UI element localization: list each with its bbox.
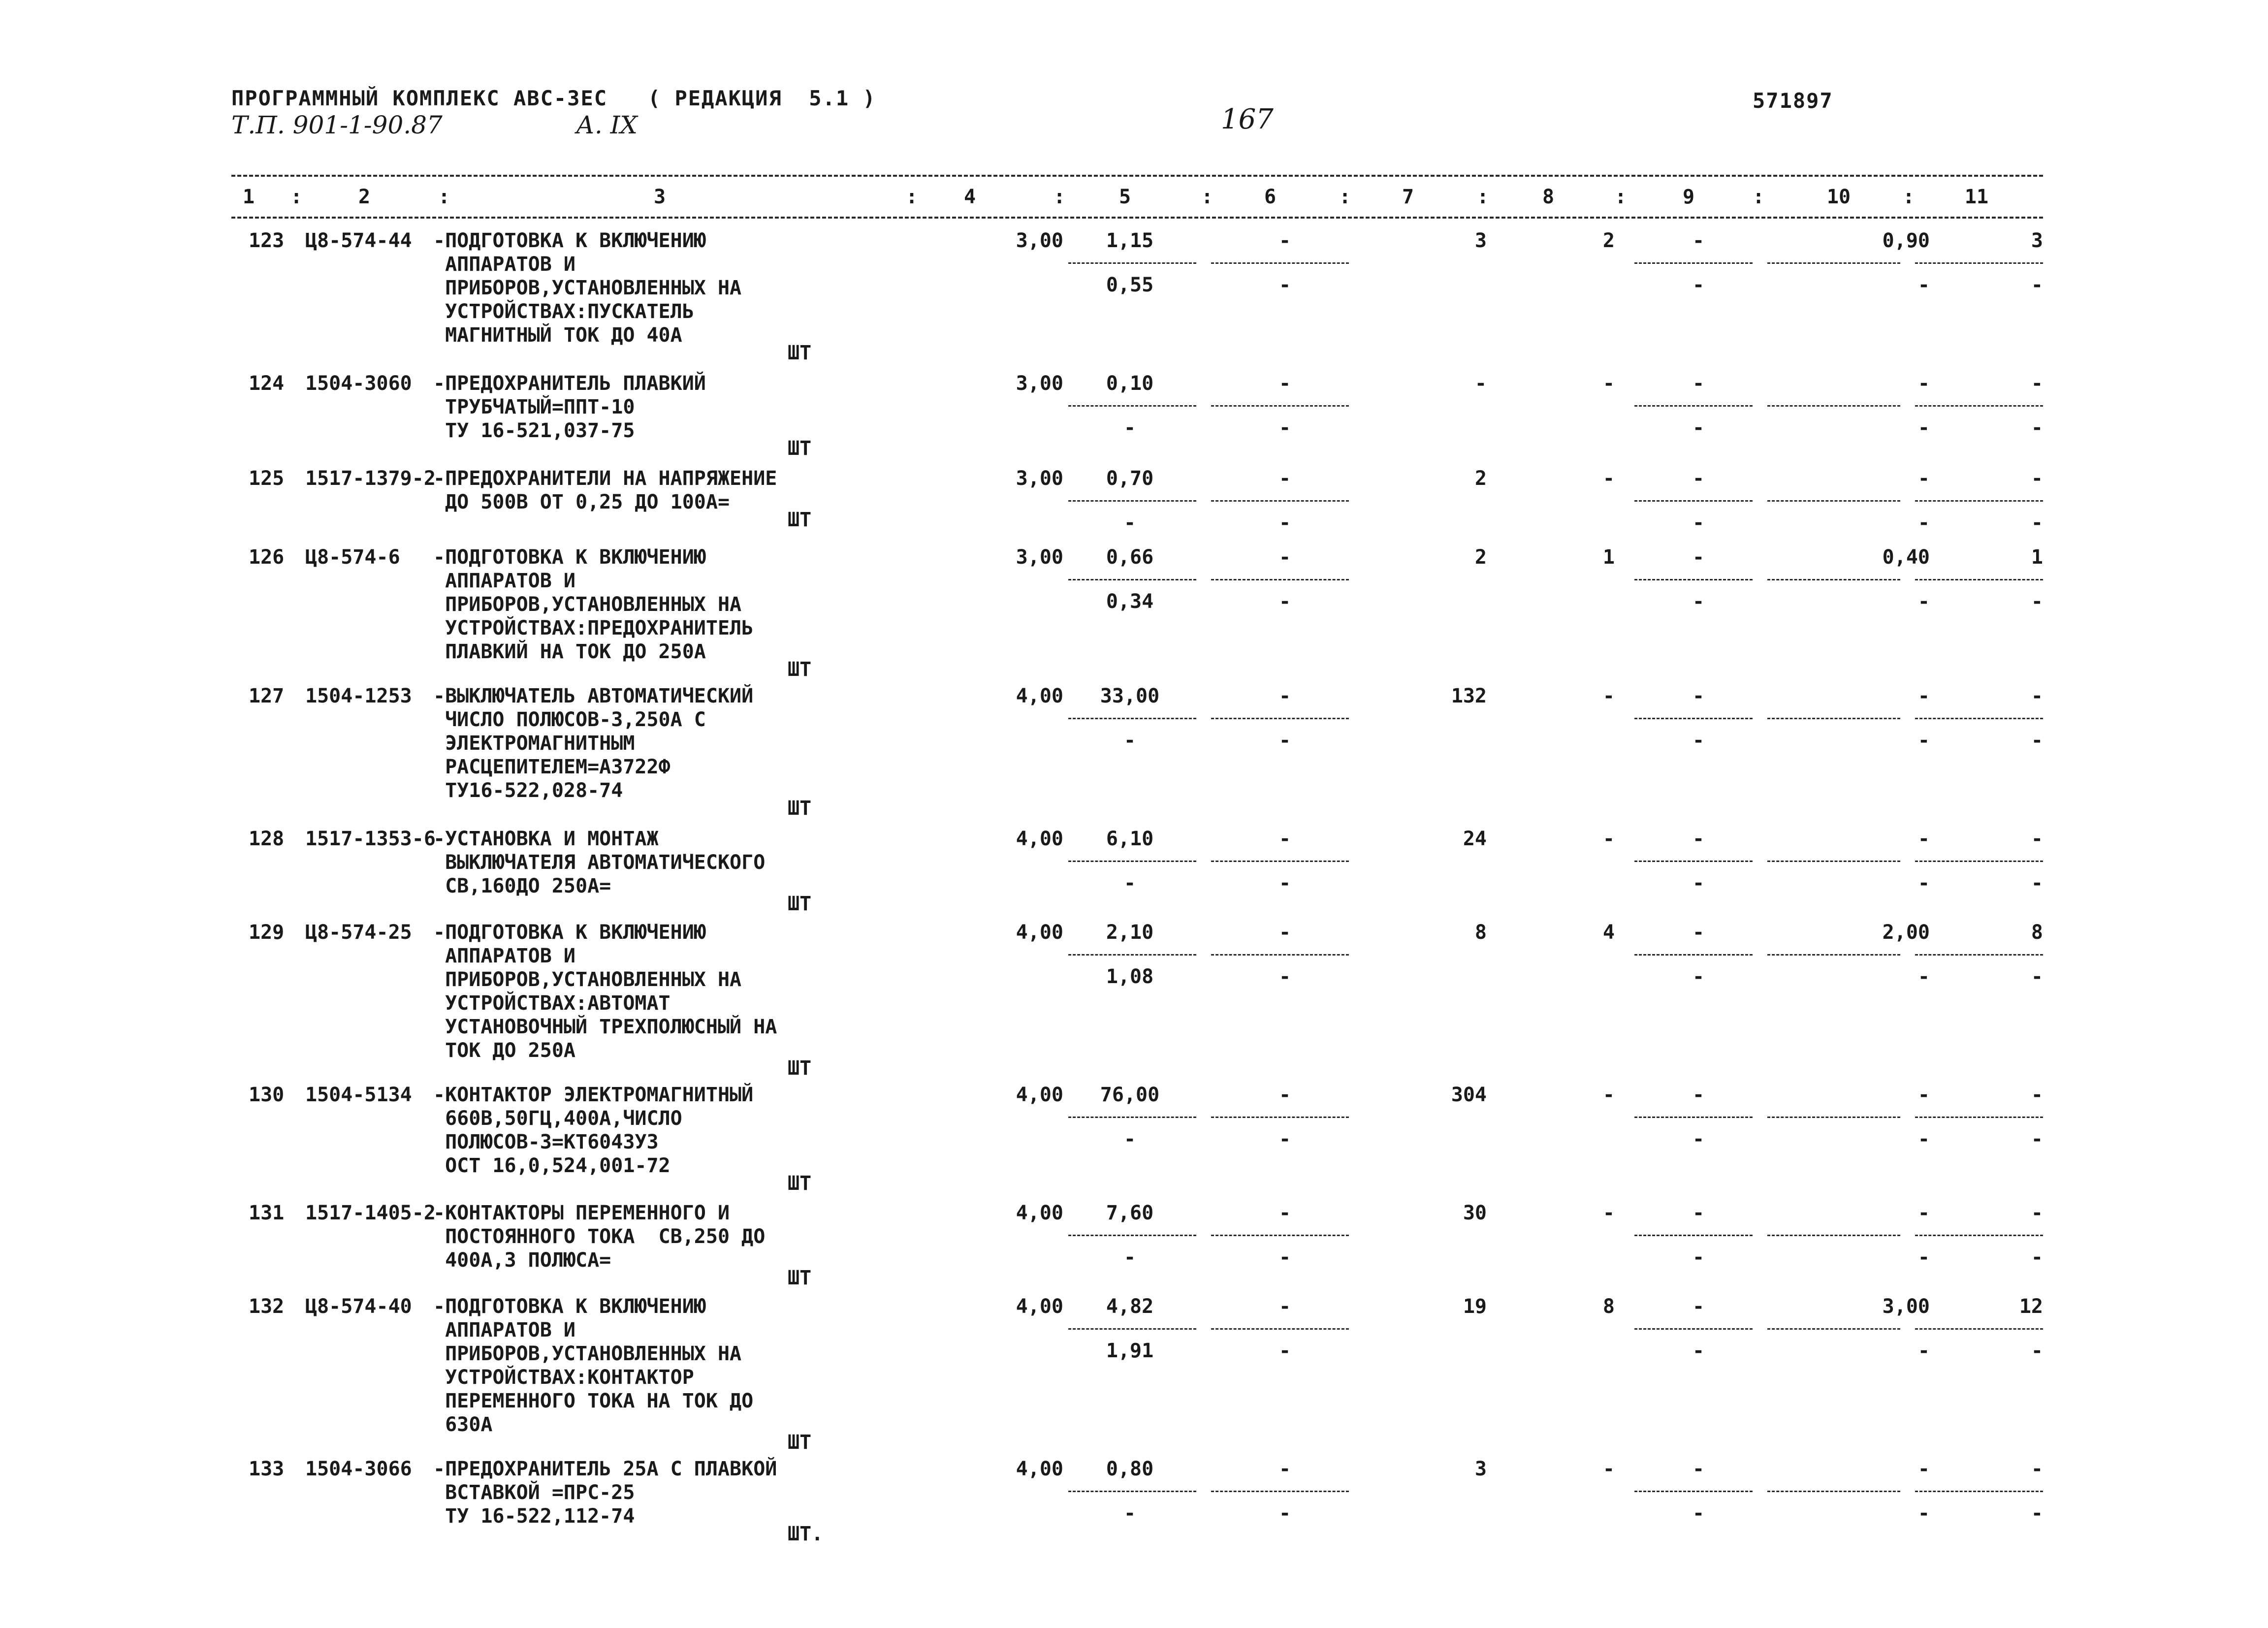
col10-value-top: - (1917, 685, 1930, 707)
col10-value-top: - (1917, 1458, 1930, 1480)
fraction-rule (1634, 954, 1753, 956)
col5-value-top: 33,00 (1100, 685, 1160, 707)
resource-description: -ПРЕДОХРАНИТЕЛИ НА НАПРЯЖЕНИЕ ДО 500В ОТ 0,25 ДО 100А= (433, 467, 777, 513)
fraction-rule (1634, 262, 1753, 264)
col11-value-top: 8 (2031, 921, 2043, 944)
row-number: 127 (249, 685, 285, 707)
column-number-9: 9 (1682, 186, 1695, 208)
fraction-rule (1634, 861, 1753, 862)
document-number: 571897 (1753, 89, 1833, 113)
fraction-rule (1068, 1235, 1196, 1236)
col9-value-bottom: - (1692, 274, 1705, 296)
col9-value-bottom: - (1692, 590, 1705, 613)
fraction-rule (1211, 861, 1349, 862)
resource-code: 1504-3060 (305, 372, 412, 395)
col6-value-bottom: - (1278, 729, 1291, 752)
col5-value-bottom: - (1123, 511, 1136, 534)
col11-value-top: 3 (2031, 229, 2043, 252)
resource-code: 1504-1253 (305, 685, 412, 707)
col5-value-bottom: - (1123, 416, 1136, 439)
col6-value-top: - (1278, 372, 1291, 395)
col11-value-top: - (2031, 467, 2043, 490)
col11-value-top: 1 (2031, 546, 2043, 569)
column-separator: : (906, 186, 918, 208)
fraction-rule (1068, 954, 1196, 956)
col11-value-bottom: - (2031, 1246, 2043, 1269)
fraction-rule (1767, 1491, 1900, 1492)
header-rule-bottom (231, 217, 2043, 219)
col5-value-bottom: 1,08 (1106, 965, 1154, 988)
col11-value-top: - (2031, 828, 2043, 850)
resource-description: -УСТАНОВКА И МОНТАЖ ВЫКЛЮЧАТЕЛЯ АВТОМАТИЧЕСКОГО СВ,160ДО 250А= (433, 828, 766, 897)
col6-value-top: - (1278, 828, 1291, 850)
col7-value: - (1474, 372, 1487, 395)
col11-value-bottom: - (2031, 965, 2043, 988)
fraction-rule (1068, 579, 1196, 580)
resource-description: -ВЫКЛЮЧАТЕЛЬ АВТОМАТИЧЕСКИЙ ЧИСЛО ПОЛЮСОВ-3,250А С ЭЛЕКТРОМАГНИТНЫМ РАСЦЕПИТЕЛЕМ=А3722Ф ТУ16-522,028-74 (433, 685, 754, 802)
col8-value: - (1602, 828, 1615, 850)
col8-value: - (1602, 1202, 1615, 1224)
page-number: 167 (1221, 103, 1274, 135)
fraction-rule (1634, 500, 1753, 502)
col10-value-bottom: - (1917, 1246, 1930, 1269)
col11-value-top: - (2031, 685, 2043, 707)
col7-value: 2 (1474, 467, 1487, 490)
col6-value-bottom: - (1278, 511, 1291, 534)
row-number: 128 (249, 828, 285, 850)
col9-value-bottom: - (1692, 729, 1705, 752)
col5-value-top: 7,60 (1106, 1202, 1154, 1224)
resource-code: Ц8-574-40 (305, 1295, 412, 1318)
row-number: 124 (249, 372, 285, 395)
quantity-value: 4,00 (1016, 1458, 1063, 1480)
row-number: 129 (249, 921, 285, 944)
fraction-rule (1211, 1491, 1349, 1492)
col11-value-bottom: - (2031, 274, 2043, 296)
col9-value-top: - (1692, 921, 1705, 944)
column-number-3: 3 (653, 186, 666, 208)
fraction-rule (1068, 405, 1196, 407)
col10-value-bottom: - (1917, 416, 1930, 439)
col9-value-top: - (1692, 685, 1705, 707)
fraction-rule (1915, 954, 2043, 956)
col10-value-top: 0,90 (1882, 229, 1930, 252)
fraction-rule (1211, 718, 1349, 719)
column-separator: : (290, 186, 303, 208)
col10-value-bottom: - (1917, 1128, 1930, 1150)
col10-value-bottom: - (1917, 965, 1930, 988)
resource-code: 1504-5134 (305, 1084, 412, 1106)
col10-value-top: - (1917, 1084, 1930, 1106)
col6-value-top: - (1278, 229, 1291, 252)
col9-value-top: - (1692, 1202, 1705, 1224)
col6-value-bottom: - (1278, 1128, 1291, 1150)
col9-value-bottom: - (1692, 1502, 1705, 1525)
col5-value-bottom: 0,34 (1106, 590, 1154, 613)
fraction-rule (1634, 1117, 1753, 1118)
col10-value-bottom: - (1917, 1502, 1930, 1525)
header-rule-top (231, 175, 2043, 177)
col11-value-top: - (2031, 1458, 2043, 1480)
resource-description: -КОНТАКТОР ЭЛЕКТРОМАГНИТНЫЙ 660В,50ГЦ,400А,ЧИСЛО ПОЛЮСОВ-3=КТ6043У3 ОСТ 16,0,524,001-72 (433, 1084, 754, 1177)
col10-value-top: 2,00 (1882, 921, 1930, 944)
unit-label: ШТ. (788, 1523, 824, 1545)
resource-code: 1517-1353-6 (305, 828, 436, 850)
column-number-4: 4 (963, 186, 976, 208)
col6-value-bottom: - (1278, 416, 1291, 439)
fraction-rule (1915, 1491, 2043, 1492)
column-number-6: 6 (1264, 186, 1277, 208)
fraction-rule (1068, 1117, 1196, 1118)
col10-value-top: - (1917, 372, 1930, 395)
fraction-rule (1634, 579, 1753, 580)
column-number-10: 10 (1826, 186, 1851, 208)
fraction-rule (1915, 1328, 2043, 1330)
column-number-11: 11 (1964, 186, 1989, 208)
fraction-rule (1915, 405, 2043, 407)
column-number-5: 5 (1118, 186, 1131, 208)
quantity-value: 4,00 (1016, 828, 1063, 850)
column-number-7: 7 (1402, 186, 1414, 208)
col9-value-top: - (1692, 828, 1705, 850)
fraction-rule (1634, 1235, 1753, 1236)
fraction-rule (1915, 861, 2043, 862)
col10-value-bottom: - (1917, 511, 1930, 534)
col9-value-top: - (1692, 372, 1705, 395)
resource-description: -КОНТАКТОРЫ ПЕРЕМЕННОГО И ПОСТОЯННОГО ТОКА СВ,250 ДО 400А,3 ПОЛЮСА= (433, 1202, 766, 1272)
col7-value: 8 (1474, 921, 1487, 944)
col9-value-top: - (1692, 1458, 1705, 1480)
col7-value: 2 (1474, 546, 1487, 569)
col5-value-bottom: - (1123, 1246, 1136, 1269)
col6-value-bottom: - (1278, 590, 1291, 613)
row-number: 125 (249, 467, 285, 490)
quantity-value: 3,00 (1016, 467, 1063, 490)
column-separator: : (1753, 186, 1765, 208)
col5-value-top: 0,66 (1106, 546, 1154, 569)
fraction-rule (1211, 1117, 1349, 1118)
col5-value-bottom: - (1123, 872, 1136, 894)
row-number: 132 (249, 1295, 285, 1318)
col9-value-top: - (1692, 467, 1705, 490)
fraction-rule (1767, 861, 1900, 862)
col6-value-top: - (1278, 467, 1291, 490)
col7-value: 304 (1451, 1084, 1487, 1106)
col7-value: 24 (1463, 828, 1487, 850)
project-code: Т.П. 901-1-90.87 (231, 111, 443, 139)
fraction-rule (1915, 500, 2043, 502)
fraction-rule (1915, 1235, 2043, 1236)
unit-label: ШТ (788, 1057, 812, 1080)
col5-value-top: 1,15 (1106, 229, 1154, 252)
col6-value-bottom: - (1278, 1246, 1291, 1269)
quantity-value: 3,00 (1016, 372, 1063, 395)
fraction-rule (1068, 718, 1196, 719)
fraction-rule (1767, 579, 1900, 580)
col6-value-top: - (1278, 1458, 1291, 1480)
resource-code: 1517-1379-2 (305, 467, 436, 490)
col11-value-bottom: - (2031, 1502, 2043, 1525)
fraction-rule (1211, 1328, 1349, 1330)
resource-code: Ц8-574-44 (305, 229, 412, 252)
fraction-rule (1915, 718, 2043, 719)
fraction-rule (1211, 262, 1349, 264)
unit-label: ШТ (788, 1431, 812, 1454)
resource-code: Ц8-574-6 (305, 546, 400, 569)
col8-value: 4 (1602, 921, 1615, 944)
fraction-rule (1767, 500, 1900, 502)
col7-value: 132 (1451, 685, 1487, 707)
col5-value-top: 76,00 (1100, 1084, 1160, 1106)
fraction-rule (1767, 1235, 1900, 1236)
col10-value-bottom: - (1917, 274, 1930, 296)
column-separator: : (1054, 186, 1066, 208)
row-number: 130 (249, 1084, 285, 1106)
column-separator: : (1339, 186, 1351, 208)
col8-value: 2 (1602, 229, 1615, 252)
quantity-value: 4,00 (1016, 921, 1063, 944)
fraction-rule (1634, 1491, 1753, 1492)
col8-value: 1 (1602, 546, 1615, 569)
col8-value: - (1602, 685, 1615, 707)
col9-value-top: - (1692, 1295, 1705, 1318)
col8-value: - (1602, 467, 1615, 490)
column-number-8: 8 (1542, 186, 1555, 208)
fraction-rule (1767, 1328, 1900, 1330)
column-separator: : (438, 186, 450, 208)
col5-value-bottom: - (1123, 1502, 1136, 1525)
unit-label: ШТ (788, 1172, 812, 1195)
col6-value-top: - (1278, 1295, 1291, 1318)
quantity-value: 3,00 (1016, 229, 1063, 252)
unit-label: ШТ (788, 437, 812, 460)
col9-value-bottom: - (1692, 1246, 1705, 1269)
fraction-rule (1211, 500, 1349, 502)
col8-value: - (1602, 1084, 1615, 1106)
col10-value-bottom: - (1917, 729, 1930, 752)
col10-value-top: - (1917, 1202, 1930, 1224)
col9-value-bottom: - (1692, 511, 1705, 534)
quantity-value: 4,00 (1016, 1202, 1063, 1224)
col11-value-bottom: - (2031, 1128, 2043, 1150)
resource-code: Ц8-574-25 (305, 921, 412, 944)
col11-value-bottom: - (2031, 416, 2043, 439)
col11-value-bottom: - (2031, 872, 2043, 894)
col9-value-bottom: - (1692, 872, 1705, 894)
resource-description: -ПОДГОТОВКА К ВКЛЮЧЕНИЮ АППАРАТОВ И ПРИБОРОВ,УСТАНОВЛЕННЫХ НА УСТРОЙСТВАХ:КОНТАКТОР ПЕРЕМЕННОГО ТОКА НА ТОК ДО 630А (433, 1295, 754, 1436)
unit-label: ШТ (788, 509, 812, 531)
col10-value-bottom: - (1917, 872, 1930, 894)
col8-value: - (1602, 372, 1615, 395)
fraction-rule (1211, 954, 1349, 956)
col9-value-bottom: - (1692, 1340, 1705, 1362)
col10-value-top: - (1917, 467, 1930, 490)
fraction-rule (1767, 718, 1900, 719)
fraction-rule (1068, 1328, 1196, 1330)
col5-value-top: 4,82 (1106, 1295, 1154, 1318)
col6-value-bottom: - (1278, 1340, 1291, 1362)
col11-value-top: - (2031, 1202, 2043, 1224)
col9-value-bottom: - (1692, 1128, 1705, 1150)
column-separator: : (1615, 186, 1627, 208)
row-number: 133 (249, 1458, 285, 1480)
fraction-rule (1634, 1328, 1753, 1330)
col11-value-bottom: - (2031, 1340, 2043, 1362)
col9-value-top: - (1692, 229, 1705, 252)
col6-value-top: - (1278, 546, 1291, 569)
col10-value-top: 3,00 (1882, 1295, 1930, 1318)
row-number: 126 (249, 546, 285, 569)
fraction-rule (1915, 579, 2043, 580)
col6-value-bottom: - (1278, 965, 1291, 988)
col11-value-top: 12 (2019, 1295, 2043, 1318)
fraction-rule (1068, 262, 1196, 264)
fraction-rule (1767, 405, 1900, 407)
fraction-rule (1767, 954, 1900, 956)
col11-value-bottom: - (2031, 511, 2043, 534)
resource-description: -ПРЕДОХРАНИТЕЛЬ ПЛАВКИЙ ТРУБЧАТЫЙ=ППТ-10 ТУ 16-521,037-75 (433, 372, 706, 442)
column-number-1: 1 (242, 186, 255, 208)
unit-label: ШТ (788, 342, 812, 364)
col11-value-top: - (2031, 1084, 2043, 1106)
col6-value-top: - (1278, 685, 1291, 707)
fraction-rule (1211, 579, 1349, 580)
col6-value-top: - (1278, 1084, 1291, 1106)
fraction-rule (1211, 405, 1349, 407)
col8-value: 8 (1602, 1295, 1615, 1318)
fraction-rule (1068, 1491, 1196, 1492)
col9-value-top: - (1692, 546, 1705, 569)
resource-description: -ПОДГОТОВКА К ВКЛЮЧЕНИЮ АППАРАТОВ И ПРИБОРОВ,УСТАНОВЛЕННЫХ НА УСТРОЙСТВАХ:ПРЕДОХРАНИТЕЛЬ ПЛАВКИЙ НА ТОК ДО 250А (433, 546, 754, 663)
unit-label: ШТ (788, 893, 812, 915)
album-code: А. IX (576, 111, 638, 139)
col11-value-bottom: - (2031, 729, 2043, 752)
col9-value-top: - (1692, 1084, 1705, 1106)
quantity-value: 4,00 (1016, 685, 1063, 707)
col5-value-top: 6,10 (1106, 828, 1154, 850)
col5-value-top: 0,80 (1106, 1458, 1154, 1480)
quantity-value: 4,00 (1016, 1295, 1063, 1318)
program-title: ПРОГРАММНЫЙ КОМПЛЕКС АВС-3ЕС ( РЕДАКЦИЯ 5.1 ) (231, 86, 876, 110)
col7-value: 3 (1474, 229, 1487, 252)
col10-value-bottom: - (1917, 590, 1930, 613)
fraction-rule (1634, 405, 1753, 407)
resource-code: 1504-3066 (305, 1458, 412, 1480)
unit-label: ШТ (788, 797, 812, 820)
col5-value-top: 0,70 (1106, 467, 1154, 490)
col5-value-top: 2,10 (1106, 921, 1154, 944)
col7-value: 30 (1463, 1202, 1487, 1224)
column-number-2: 2 (358, 186, 371, 208)
unit-label: ШТ (788, 1267, 812, 1289)
row-number: 123 (249, 229, 285, 252)
resource-code: 1517-1405-2 (305, 1202, 436, 1224)
fraction-rule (1068, 861, 1196, 862)
quantity-value: 4,00 (1016, 1084, 1063, 1106)
fraction-rule (1211, 1235, 1349, 1236)
col5-value-top: 0,10 (1106, 372, 1154, 395)
col5-value-bottom: 0,55 (1106, 274, 1154, 296)
col10-value-top: 0,40 (1882, 546, 1930, 569)
col11-value-top: - (2031, 372, 2043, 395)
col6-value-bottom: - (1278, 1502, 1291, 1525)
resource-description: -ПОДГОТОВКА К ВКЛЮЧЕНИЮ АППАРАТОВ И ПРИБОРОВ,УСТАНОВЛЕННЫХ НА УСТРОЙСТВАХ:ПУСКАТЕЛЬ МАГНИТНЫЙ ТОК ДО 40А (433, 229, 742, 347)
col6-value-bottom: - (1278, 872, 1291, 894)
column-separator: : (1903, 186, 1915, 208)
col8-value: - (1602, 1458, 1615, 1480)
col6-value-bottom: - (1278, 274, 1291, 296)
fraction-rule (1068, 500, 1196, 502)
col6-value-top: - (1278, 921, 1291, 944)
quantity-value: 3,00 (1016, 546, 1063, 569)
fraction-rule (1915, 262, 2043, 264)
col5-value-bottom: 1,91 (1106, 1340, 1154, 1362)
column-separator: : (1477, 186, 1489, 208)
col5-value-bottom: - (1123, 1128, 1136, 1150)
fraction-rule (1767, 262, 1900, 264)
resource-description: -ПРЕДОХРАНИТЕЛЬ 25А С ПЛАВКОЙ ВСТАВКОЙ =ПРС-25 ТУ 16-522,112-74 (433, 1458, 777, 1528)
resource-description: -ПОДГОТОВКА К ВКЛЮЧЕНИЮ АППАРАТОВ И ПРИБОРОВ,УСТАНОВЛЕННЫХ НА УСТРОЙСТВАХ:АВТОМАТ УСТАНОВОЧНЫЙ ТРЕХПОЛЮСНЫЙ НА ТОК ДО 250А (433, 921, 777, 1062)
col10-value-top: - (1917, 828, 1930, 850)
col9-value-bottom: - (1692, 416, 1705, 439)
col7-value: 3 (1474, 1458, 1487, 1480)
col9-value-bottom: - (1692, 965, 1705, 988)
col5-value-bottom: - (1123, 729, 1136, 752)
fraction-rule (1767, 1117, 1900, 1118)
col11-value-bottom: - (2031, 590, 2043, 613)
fraction-rule (1915, 1117, 2043, 1118)
row-number: 131 (249, 1202, 285, 1224)
col6-value-top: - (1278, 1202, 1291, 1224)
col7-value: 19 (1463, 1295, 1487, 1318)
col10-value-bottom: - (1917, 1340, 1930, 1362)
fraction-rule (1634, 718, 1753, 719)
column-separator: : (1201, 186, 1214, 208)
unit-label: ШТ (788, 658, 812, 681)
